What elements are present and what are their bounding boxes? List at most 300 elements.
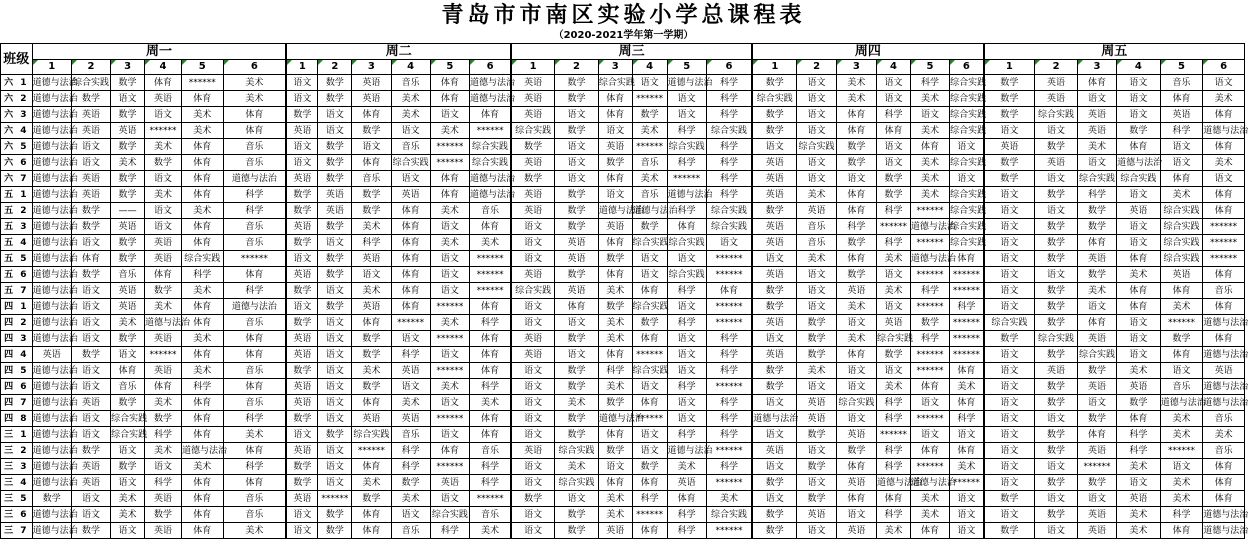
subject-cell[interactable]: 美术 — [430, 235, 469, 251]
period-header[interactable]: 5 — [667, 60, 706, 75]
subject-cell[interactable]: 体育 — [182, 187, 223, 203]
subject-cell[interactable]: 体育 — [182, 171, 223, 187]
subject-cell[interactable]: 美术 — [598, 315, 632, 331]
subject-cell[interactable]: 道德与法治 — [182, 443, 223, 459]
subject-cell[interactable]: 科学 — [667, 427, 706, 443]
subject-cell[interactable]: ****** — [391, 315, 430, 331]
subject-cell[interactable]: 体育 — [836, 347, 876, 363]
subject-cell[interactable]: 英语 — [391, 363, 430, 379]
subject-cell[interactable]: 数学 — [752, 123, 797, 139]
subject-cell[interactable]: 体育 — [430, 171, 469, 187]
subject-cell[interactable]: 语文 — [286, 139, 318, 155]
subject-cell[interactable]: 体育 — [391, 203, 430, 219]
subject-cell[interactable]: 数学 — [797, 459, 836, 475]
subject-cell[interactable]: 数学 — [144, 283, 181, 299]
subject-cell[interactable]: 体育 — [1160, 347, 1203, 363]
subject-cell[interactable]: 数学 — [318, 507, 352, 523]
subject-cell[interactable]: 美术 — [836, 299, 876, 315]
subject-cell[interactable]: 英语 — [71, 187, 110, 203]
subject-cell[interactable]: ****** — [706, 443, 752, 459]
subject-cell[interactable]: 数学 — [598, 395, 632, 411]
subject-cell[interactable]: 语文 — [391, 171, 430, 187]
subject-cell[interactable]: 英语 — [752, 315, 797, 331]
subject-cell[interactable]: 英语 — [144, 235, 181, 251]
subject-cell[interactable]: 语文 — [984, 123, 1035, 139]
subject-cell[interactable]: 体育 — [598, 171, 632, 187]
subject-cell[interactable]: 语文 — [797, 523, 836, 539]
subject-cell[interactable]: 科学 — [877, 203, 911, 219]
period-header[interactable]: 1 — [511, 60, 555, 75]
class-cell[interactable]: 五 3 — [1, 219, 33, 235]
subject-cell[interactable]: 体育 — [836, 491, 876, 507]
subject-cell[interactable]: 体育 — [223, 379, 286, 395]
subject-cell[interactable]: 体育 — [391, 235, 430, 251]
subject-cell[interactable]: 体育 — [632, 395, 667, 411]
subject-cell[interactable]: 道德与法治 — [470, 171, 512, 187]
subject-cell[interactable]: 语文 — [352, 267, 391, 283]
class-cell[interactable]: 五 7 — [1, 283, 33, 299]
subject-cell[interactable]: 体育 — [1203, 267, 1245, 283]
subject-cell[interactable]: 数学 — [352, 203, 391, 219]
subject-cell[interactable]: 体育 — [182, 219, 223, 235]
subject-cell[interactable]: 美术 — [1117, 267, 1161, 283]
subject-cell[interactable]: 数学 — [286, 459, 318, 475]
subject-cell[interactable]: 数学 — [797, 331, 836, 347]
subject-cell[interactable]: 美术 — [1160, 411, 1203, 427]
subject-cell[interactable]: 科学 — [706, 347, 752, 363]
subject-cell[interactable]: 美术 — [877, 283, 911, 299]
subject-cell[interactable]: 语文 — [111, 347, 145, 363]
subject-cell[interactable]: 语文 — [511, 427, 555, 443]
subject-cell[interactable]: 数学 — [1035, 283, 1078, 299]
subject-cell[interactable]: 语文 — [667, 395, 706, 411]
subject-cell[interactable]: 英语 — [352, 299, 391, 315]
subject-cell[interactable]: 语文 — [286, 427, 318, 443]
subject-cell[interactable]: 综合实践 — [667, 235, 706, 251]
subject-cell[interactable]: 美术 — [1160, 299, 1203, 315]
subject-cell[interactable]: 体育 — [598, 107, 632, 123]
subject-cell[interactable]: 道德与法治 — [32, 315, 71, 331]
subject-cell[interactable]: 数学 — [286, 315, 318, 331]
subject-cell[interactable]: 道德与法治 — [32, 107, 71, 123]
subject-cell[interactable]: ****** — [470, 283, 512, 299]
subject-cell[interactable]: 美术 — [182, 363, 223, 379]
subject-cell[interactable]: 体育 — [430, 187, 469, 203]
subject-cell[interactable]: 体育 — [1203, 331, 1245, 347]
subject-cell[interactable]: 体育 — [182, 507, 223, 523]
subject-cell[interactable]: 语文 — [877, 139, 911, 155]
class-cell[interactable]: 四 1 — [1, 299, 33, 315]
subject-cell[interactable]: 综合实践 — [1160, 235, 1203, 251]
subject-cell[interactable]: 综合实践 — [706, 123, 752, 139]
subject-cell[interactable]: 综合实践 — [950, 235, 984, 251]
subject-cell[interactable]: 英语 — [286, 267, 318, 283]
subject-cell[interactable]: 语文 — [318, 315, 352, 331]
subject-cell[interactable]: 语文 — [797, 91, 836, 107]
subject-cell[interactable]: 美术 — [182, 107, 223, 123]
subject-cell[interactable]: 语文 — [1035, 411, 1078, 427]
subject-cell[interactable]: 英语 — [111, 299, 145, 315]
subject-cell[interactable]: 综合实践 — [352, 427, 391, 443]
subject-cell[interactable]: 语文 — [836, 411, 876, 427]
subject-cell[interactable]: 体育 — [111, 363, 145, 379]
subject-cell[interactable]: 语文 — [555, 347, 599, 363]
subject-cell[interactable]: 科学 — [706, 411, 752, 427]
subject-cell[interactable]: 语文 — [984, 219, 1035, 235]
subject-cell[interactable]: 数学 — [391, 475, 430, 491]
subject-cell[interactable]: 美术 — [1203, 91, 1245, 107]
subject-cell[interactable]: 语文 — [555, 491, 599, 507]
subject-cell[interactable]: 综合实践 — [950, 123, 984, 139]
subject-cell[interactable]: 数学 — [555, 75, 599, 91]
subject-cell[interactable]: 体育 — [470, 411, 512, 427]
subject-cell[interactable]: 科学 — [706, 107, 752, 123]
subject-cell[interactable]: 美术 — [352, 219, 391, 235]
subject-cell[interactable]: 语文 — [1203, 75, 1245, 91]
subject-cell[interactable]: 语文 — [71, 155, 110, 171]
subject-cell[interactable]: 英语 — [1203, 363, 1245, 379]
subject-cell[interactable]: 道德与法治 — [667, 187, 706, 203]
subject-cell[interactable]: 体育 — [352, 155, 391, 171]
subject-cell[interactable]: 美术 — [950, 379, 984, 395]
subject-cell[interactable]: 道德与法治 — [32, 219, 71, 235]
subject-cell[interactable]: 道德与法治 — [752, 411, 797, 427]
subject-cell[interactable]: 语文 — [1117, 91, 1161, 107]
subject-cell[interactable]: 英语 — [144, 331, 181, 347]
subject-cell[interactable]: ****** — [706, 523, 752, 539]
subject-cell[interactable]: ****** — [470, 251, 512, 267]
subject-cell[interactable]: 数学 — [555, 219, 599, 235]
subject-cell[interactable]: 综合实践 — [797, 139, 836, 155]
subject-cell[interactable]: 语文 — [752, 427, 797, 443]
subject-cell[interactable]: 美术 — [1117, 523, 1161, 539]
subject-cell[interactable]: 英语 — [752, 187, 797, 203]
subject-cell[interactable]: 数学 — [555, 187, 599, 203]
subject-cell[interactable]: 体育 — [182, 299, 223, 315]
subject-cell[interactable]: 体育 — [182, 235, 223, 251]
subject-cell[interactable]: 体育 — [391, 251, 430, 267]
subject-cell[interactable]: 数学 — [797, 491, 836, 507]
subject-cell[interactable]: 数学 — [111, 107, 145, 123]
subject-cell[interactable]: 语文 — [1117, 187, 1161, 203]
subject-cell[interactable]: 道德与法治 — [1203, 523, 1245, 539]
subject-cell[interactable]: 语文 — [752, 331, 797, 347]
subject-cell[interactable]: 美术 — [223, 523, 286, 539]
subject-cell[interactable]: 体育 — [950, 395, 984, 411]
subject-cell[interactable]: 体育 — [182, 91, 223, 107]
subject-cell[interactable]: 科学 — [706, 395, 752, 411]
subject-cell[interactable]: 数学 — [318, 427, 352, 443]
subject-cell[interactable]: 数学 — [836, 155, 876, 171]
subject-cell[interactable]: 数学 — [752, 299, 797, 315]
subject-cell[interactable]: 音乐 — [1203, 411, 1245, 427]
subject-cell[interactable]: 美术 — [1117, 507, 1161, 523]
subject-cell[interactable]: 综合实践 — [71, 75, 110, 91]
subject-cell[interactable]: 综合实践 — [667, 139, 706, 155]
subject-cell[interactable]: 科学 — [470, 379, 512, 395]
subject-cell[interactable]: ****** — [430, 331, 469, 347]
subject-cell[interactable]: 科学 — [223, 283, 286, 299]
class-cell[interactable]: 四 6 — [1, 379, 33, 395]
subject-cell[interactable]: ****** — [950, 283, 984, 299]
subject-cell[interactable]: 数学 — [318, 299, 352, 315]
subject-cell[interactable]: 道德与法治 — [1160, 395, 1203, 411]
subject-cell[interactable]: 数学 — [318, 171, 352, 187]
subject-cell[interactable]: 道德与法治 — [910, 251, 949, 267]
subject-cell[interactable]: 综合实践 — [511, 283, 555, 299]
subject-cell[interactable]: 数学 — [286, 283, 318, 299]
subject-cell[interactable]: 道德与法治 — [32, 123, 71, 139]
subject-cell[interactable]: 语文 — [318, 475, 352, 491]
subject-cell[interactable]: 科学 — [144, 475, 181, 491]
class-cell[interactable]: 四 8 — [1, 411, 33, 427]
subject-cell[interactable]: 数学 — [836, 139, 876, 155]
subject-cell[interactable]: 数学 — [632, 315, 667, 331]
subject-cell[interactable]: 音乐 — [1203, 283, 1245, 299]
subject-cell[interactable]: 美术 — [910, 91, 949, 107]
subject-cell[interactable]: 语文 — [71, 299, 110, 315]
subject-cell[interactable]: 美术 — [1160, 187, 1203, 203]
subject-cell[interactable]: 综合实践 — [950, 75, 984, 91]
subject-cell[interactable]: 美术 — [391, 491, 430, 507]
subject-cell[interactable]: 道德与法治 — [32, 427, 71, 443]
subject-cell[interactable]: 语文 — [752, 491, 797, 507]
subject-cell[interactable]: 语文 — [391, 379, 430, 395]
subject-cell[interactable]: 科学 — [706, 427, 752, 443]
class-column-header[interactable]: 班级 — [1, 44, 33, 75]
subject-cell[interactable]: 语文 — [391, 331, 430, 347]
subject-cell[interactable]: 语文 — [111, 443, 145, 459]
subject-cell[interactable]: 数学 — [984, 75, 1035, 91]
subject-cell[interactable]: 数学 — [836, 443, 876, 459]
subject-cell[interactable]: 科学 — [352, 235, 391, 251]
day-header-thu[interactable]: 周四 — [752, 44, 983, 60]
subject-cell[interactable]: 数学 — [752, 75, 797, 91]
subject-cell[interactable]: 道德与法治 — [1203, 123, 1245, 139]
subject-cell[interactable]: 数学 — [1035, 475, 1078, 491]
subject-cell[interactable]: 英语 — [32, 347, 71, 363]
subject-cell[interactable]: 美术 — [1117, 363, 1161, 379]
subject-cell[interactable]: 道德与法治 — [1203, 347, 1245, 363]
subject-cell[interactable]: 语文 — [511, 507, 555, 523]
subject-cell[interactable]: 数学 — [984, 491, 1035, 507]
period-header[interactable]: 2 — [555, 60, 599, 75]
subject-cell[interactable]: 体育 — [836, 459, 876, 475]
subject-cell[interactable]: —— — [111, 203, 145, 219]
subject-cell[interactable]: 语文 — [950, 523, 984, 539]
class-cell[interactable]: 三 6 — [1, 507, 33, 523]
subject-cell[interactable]: 道德与法治 — [32, 283, 71, 299]
subject-cell[interactable]: 体育 — [836, 123, 876, 139]
subject-cell[interactable]: 语文 — [598, 459, 632, 475]
subject-cell[interactable]: 科学 — [667, 123, 706, 139]
subject-cell[interactable]: 数学 — [555, 427, 599, 443]
subject-cell[interactable]: 综合实践 — [1077, 347, 1116, 363]
subject-cell[interactable]: 综合实践 — [470, 139, 512, 155]
class-cell[interactable]: 六 6 — [1, 155, 33, 171]
subject-cell[interactable]: 科学 — [877, 395, 911, 411]
subject-cell[interactable]: 数学 — [318, 219, 352, 235]
subject-cell[interactable]: ****** — [877, 427, 911, 443]
subject-cell[interactable]: 英语 — [286, 331, 318, 347]
subject-cell[interactable]: ****** — [1077, 459, 1116, 475]
subject-cell[interactable]: 道德与法治 — [1203, 379, 1245, 395]
subject-cell[interactable]: 道德与法治 — [667, 75, 706, 91]
subject-cell[interactable]: 语文 — [511, 475, 555, 491]
subject-cell[interactable]: 数学 — [752, 379, 797, 395]
subject-cell[interactable]: 语文 — [984, 395, 1035, 411]
subject-cell[interactable]: 语文 — [752, 395, 797, 411]
subject-cell[interactable]: 美术 — [223, 91, 286, 107]
subject-cell[interactable]: 语文 — [71, 235, 110, 251]
subject-cell[interactable]: 体育 — [950, 251, 984, 267]
subject-cell[interactable]: 体育 — [598, 267, 632, 283]
subject-cell[interactable]: 英语 — [752, 235, 797, 251]
subject-cell[interactable]: ****** — [223, 251, 286, 267]
subject-cell[interactable]: 英语 — [511, 75, 555, 91]
subject-cell[interactable]: 语文 — [984, 459, 1035, 475]
subject-cell[interactable]: 数学 — [286, 475, 318, 491]
subject-cell[interactable]: ****** — [632, 347, 667, 363]
subject-cell[interactable]: 道德与法治 — [470, 187, 512, 203]
subject-cell[interactable]: ****** — [352, 443, 391, 459]
subject-cell[interactable]: 语文 — [797, 475, 836, 491]
subject-cell[interactable]: 语文 — [555, 315, 599, 331]
subject-cell[interactable]: 科学 — [223, 203, 286, 219]
subject-cell[interactable]: 体育 — [836, 251, 876, 267]
subject-cell[interactable]: 科学 — [470, 459, 512, 475]
subject-cell[interactable]: 语文 — [144, 219, 181, 235]
subject-cell[interactable]: 语文 — [632, 267, 667, 283]
subject-cell[interactable]: ****** — [667, 171, 706, 187]
subject-cell[interactable]: 音乐 — [111, 267, 145, 283]
subject-cell[interactable]: 英语 — [71, 123, 110, 139]
subject-cell[interactable]: 美术 — [391, 107, 430, 123]
subject-cell[interactable]: 数学 — [797, 427, 836, 443]
subject-cell[interactable]: 体育 — [470, 347, 512, 363]
subject-cell[interactable]: 科学 — [706, 459, 752, 475]
subject-cell[interactable]: 美术 — [598, 491, 632, 507]
subject-cell[interactable]: 音乐 — [352, 171, 391, 187]
subject-cell[interactable]: 语文 — [667, 363, 706, 379]
subject-cell[interactable]: 音乐 — [797, 235, 836, 251]
subject-cell[interactable]: 数学 — [144, 155, 181, 171]
day-header-wed[interactable]: 周三 — [511, 44, 752, 60]
subject-cell[interactable]: 科学 — [667, 507, 706, 523]
subject-cell[interactable]: ****** — [144, 123, 181, 139]
subject-cell[interactable]: 英语 — [511, 347, 555, 363]
subject-cell[interactable]: 语文 — [836, 315, 876, 331]
subject-cell[interactable]: 英语 — [511, 267, 555, 283]
subject-cell[interactable]: 数学 — [984, 107, 1035, 123]
subject-cell[interactable]: 语文 — [1035, 523, 1078, 539]
subject-cell[interactable]: 道德与法治 — [32, 187, 71, 203]
subject-cell[interactable]: 语文 — [430, 395, 469, 411]
subject-cell[interactable]: 语文 — [667, 251, 706, 267]
subject-cell[interactable]: 综合实践 — [1077, 171, 1116, 187]
subject-cell[interactable]: 语文 — [430, 107, 469, 123]
subject-cell[interactable]: ****** — [430, 299, 469, 315]
subject-cell[interactable]: 语文 — [318, 331, 352, 347]
subject-cell[interactable]: ****** — [1160, 315, 1203, 331]
subject-cell[interactable]: 语文 — [111, 475, 145, 491]
subject-cell[interactable]: 美术 — [910, 491, 949, 507]
subject-cell[interactable]: ****** — [706, 315, 752, 331]
subject-cell[interactable]: 道德与法治 — [32, 251, 71, 267]
subject-cell[interactable]: 语文 — [797, 283, 836, 299]
subject-cell[interactable]: 体育 — [470, 331, 512, 347]
subject-cell[interactable]: 体育 — [352, 395, 391, 411]
subject-cell[interactable]: 体育 — [430, 91, 469, 107]
class-cell[interactable]: 五 5 — [1, 251, 33, 267]
subject-cell[interactable]: 数学 — [1077, 203, 1116, 219]
subject-cell[interactable]: 音乐 — [391, 427, 430, 443]
subject-cell[interactable]: 科学 — [1160, 507, 1203, 523]
subject-cell[interactable]: 道德与法治 — [32, 363, 71, 379]
class-cell[interactable]: 三 2 — [1, 443, 33, 459]
period-header[interactable]: 3 — [836, 60, 876, 75]
subject-cell[interactable]: 体育 — [144, 379, 181, 395]
subject-cell[interactable]: 数学 — [71, 91, 110, 107]
subject-cell[interactable]: 美术 — [706, 491, 752, 507]
subject-cell[interactable]: 英语 — [111, 283, 145, 299]
subject-cell[interactable]: 音乐 — [391, 139, 430, 155]
subject-cell[interactable]: 语文 — [667, 107, 706, 123]
period-header[interactable]: 4 — [1117, 60, 1161, 75]
subject-cell[interactable]: 综合实践 — [752, 91, 797, 107]
subject-cell[interactable]: 体育 — [598, 427, 632, 443]
subject-cell[interactable]: 音乐 — [223, 491, 286, 507]
subject-cell[interactable]: 数学 — [1077, 475, 1116, 491]
subject-cell[interactable]: 美术 — [555, 459, 599, 475]
subject-cell[interactable]: 数学 — [352, 187, 391, 203]
period-header[interactable]: 3 — [598, 60, 632, 75]
subject-cell[interactable]: 综合实践 — [632, 299, 667, 315]
subject-cell[interactable]: 语文 — [511, 235, 555, 251]
subject-cell[interactable]: 体育 — [1203, 299, 1245, 315]
subject-cell[interactable]: 语文 — [1117, 331, 1161, 347]
subject-cell[interactable]: 体育 — [1160, 91, 1203, 107]
subject-cell[interactable]: 科学 — [144, 427, 181, 443]
subject-cell[interactable]: 体育 — [1203, 139, 1245, 155]
subject-cell[interactable]: 语文 — [1117, 347, 1161, 363]
subject-cell[interactable]: 语文 — [318, 379, 352, 395]
subject-cell[interactable]: 英语 — [286, 491, 318, 507]
subject-cell[interactable]: 数学 — [352, 123, 391, 139]
subject-cell[interactable]: 语文 — [391, 123, 430, 139]
subject-cell[interactable]: 英语 — [144, 251, 181, 267]
subject-cell[interactable]: 语文 — [71, 331, 110, 347]
subject-cell[interactable]: 音乐 — [632, 155, 667, 171]
subject-cell[interactable]: 音乐 — [797, 219, 836, 235]
subject-cell[interactable]: 科学 — [430, 523, 469, 539]
subject-cell[interactable]: 体育 — [391, 267, 430, 283]
subject-cell[interactable]: 数学 — [71, 443, 110, 459]
class-cell[interactable]: 三 5 — [1, 491, 33, 507]
subject-cell[interactable]: 体育 — [182, 475, 223, 491]
subject-cell[interactable]: 科学 — [910, 331, 949, 347]
subject-cell[interactable]: 语文 — [1203, 171, 1245, 187]
subject-cell[interactable]: 英语 — [71, 459, 110, 475]
subject-cell[interactable]: 语文 — [667, 347, 706, 363]
subject-cell[interactable]: 音乐 — [223, 363, 286, 379]
subject-cell[interactable]: 美术 — [598, 331, 632, 347]
subject-cell[interactable]: 道德与法治 — [32, 91, 71, 107]
subject-cell[interactable]: 美术 — [352, 475, 391, 491]
subject-cell[interactable]: 美术 — [111, 507, 145, 523]
subject-cell[interactable]: ****** — [950, 347, 984, 363]
subject-cell[interactable]: 体育 — [352, 315, 391, 331]
